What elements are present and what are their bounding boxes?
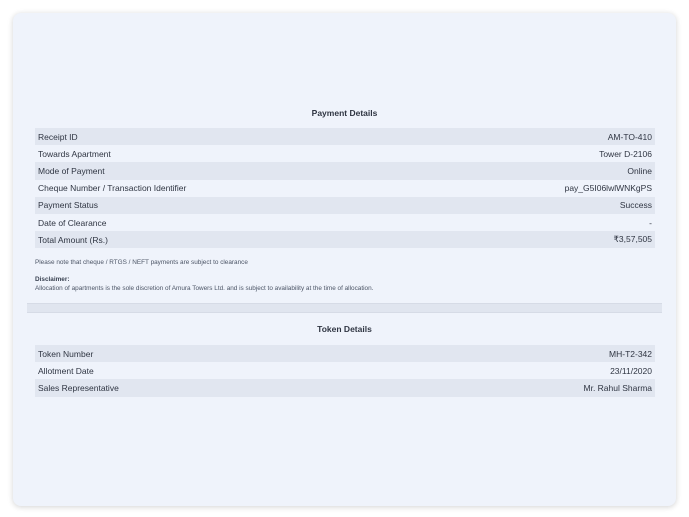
table-row <box>35 345 655 362</box>
table-row <box>35 214 655 231</box>
row-label: Sales Representative <box>35 379 369 396</box>
section-divider <box>27 303 662 313</box>
row-value: Mr. Rahul Sharma <box>369 379 655 396</box>
disclaimer <box>35 275 655 293</box>
row-label: Payment Status <box>35 197 421 214</box>
receipt-card <box>13 13 676 506</box>
row-value: Success <box>421 197 655 214</box>
table-row <box>35 379 655 396</box>
row-value: 23/11/2020 <box>369 362 655 379</box>
clearance-note: Please note that cheque / RTGS / NEFT payments are subject to clearance <box>35 259 248 266</box>
disclaimer-text: Allocation of apartments is the sole discretion of Amura Towers Ltd. and is subject to availability at the time of allocation. <box>35 285 374 292</box>
payment-details-title: Payment Details <box>311 108 378 118</box>
payment-details-table <box>35 128 655 248</box>
table-row <box>35 128 655 145</box>
row-label: Receipt ID <box>35 128 421 145</box>
row-value: ₹3,57,505 <box>421 231 655 248</box>
row-label: Towards Apartment <box>35 145 421 162</box>
token-details-title: Token Details <box>317 324 372 334</box>
row-label: Allotment Date <box>35 362 369 379</box>
disclaimer-label: Disclaimer: <box>35 276 70 283</box>
row-value: - <box>421 214 655 231</box>
table-row <box>35 231 655 248</box>
table-row <box>35 145 655 162</box>
row-value: Tower D-2106 <box>421 145 655 162</box>
row-label: Cheque Number / Transaction Identifier <box>35 180 421 197</box>
row-value: Online <box>421 162 655 179</box>
row-label: Date of Clearance <box>35 214 421 231</box>
token-details-table <box>35 345 655 397</box>
row-label: Mode of Payment <box>35 162 421 179</box>
table-row <box>35 362 655 379</box>
table-row <box>35 162 655 179</box>
row-value: MH-T2-342 <box>369 345 655 362</box>
table-row <box>35 197 655 214</box>
row-value: AM-TO-410 <box>421 128 655 145</box>
table-row <box>35 180 655 197</box>
row-value: pay_G5I06lwlWNKgPS <box>421 180 655 197</box>
row-label: Token Number <box>35 345 369 362</box>
row-label: Total Amount (Rs.) <box>35 231 421 248</box>
